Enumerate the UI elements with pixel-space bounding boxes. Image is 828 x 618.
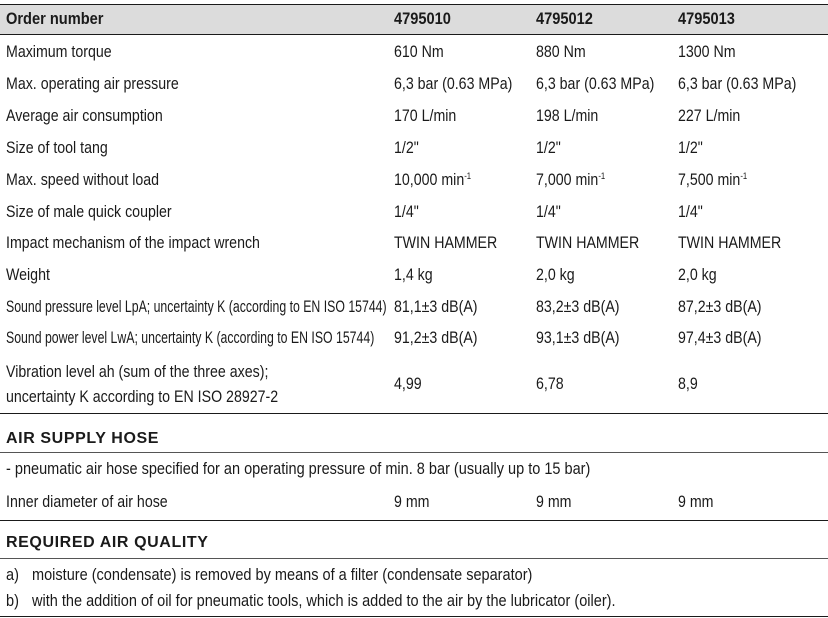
- spec-label: Impact mechanism of the impact wrench: [6, 234, 260, 252]
- air-supply-title: AIR SUPPLY HOSE: [6, 430, 160, 447]
- spec-value: 10,000 $\min^{-1}$: [394, 171, 472, 189]
- spec-value: 1/2": [536, 139, 561, 157]
- spec-label: Size of tool tang: [6, 139, 108, 157]
- spec-value: 7,000 $\min^{-1}$: [536, 171, 606, 189]
- spec-label: Size of male quick coupler: [6, 203, 172, 221]
- spec-value: 1/4": [678, 203, 703, 221]
- spec-value: 93,1±3 dB(A): [536, 329, 620, 347]
- spec-value: 1/2": [678, 139, 703, 157]
- order-number-label: Order number: [6, 9, 104, 28]
- spec-label: Sound power level LwA; uncertainty K (according to EN ISO 15744): [6, 329, 375, 347]
- unit-superscript: -1: [598, 171, 606, 181]
- spec-value: TWIN HAMMER: [394, 234, 498, 252]
- spec-value: 8,9: [678, 375, 698, 393]
- spec-value: 6,3 bar (0.63 MPa): [394, 75, 513, 93]
- model-4795010: 4795010: [394, 9, 451, 28]
- spec-value: 97,4±3 dB(A): [678, 329, 762, 347]
- unit-superscript: -1: [740, 171, 748, 181]
- spec-value: 6,3 bar (0.63 MPa): [536, 75, 655, 93]
- spec-value: 880 Nm: [536, 43, 586, 61]
- spec-label-line1: Vibration level ah (sum of the three axes);: [6, 363, 269, 381]
- spec-label: Weight: [6, 266, 50, 284]
- spec-value: 170 L/min: [394, 107, 457, 125]
- spec-value: 1/2": [394, 139, 419, 157]
- spec-label: Max. speed without load: [6, 171, 160, 189]
- spec-value: 1,4 kg: [394, 266, 433, 284]
- spec-label: Inner diameter of air hose: [6, 493, 168, 511]
- spec-value: 7,500 $\min^{-1}$: [678, 171, 748, 189]
- header-row: [0, 5, 828, 34]
- spec-value: 227 L/min: [678, 107, 741, 125]
- air-quality-item-text: moisture (condensate) is removed by means of a filter (condensate separator): [32, 566, 533, 584]
- model-4795012: 4795012: [536, 9, 593, 28]
- spec-value: 9 mm: [678, 493, 714, 511]
- spec-label: Average air consumption: [6, 107, 163, 125]
- spec-value: 81,1±3 dB(A): [394, 298, 478, 316]
- spec-value: 9 mm: [394, 493, 430, 511]
- spec-label: Sound pressure level LpA; uncertainty K (according to EN ISO 15744): [6, 298, 387, 316]
- spec-value: 83,2±3 dB(A): [536, 298, 620, 316]
- bottom-rule: [0, 616, 828, 617]
- spec-label: Max. operating air pressure: [6, 75, 179, 93]
- spec-value: 9 mm: [536, 493, 572, 511]
- air-supply-rule: [0, 452, 828, 453]
- spec-value: TWIN HAMMER: [678, 234, 782, 252]
- spec-value: TWIN HAMMER: [536, 234, 640, 252]
- spec-value: 198 L/min: [536, 107, 599, 125]
- spec-value: 4,99: [394, 375, 422, 393]
- spec-value: 2,0 kg: [678, 266, 717, 284]
- spec-value: 6,3 bar (0.63 MPa): [678, 75, 797, 93]
- hose-bottom-rule: [0, 520, 828, 521]
- air-supply-note: - pneumatic air hose specified for an operating pressure of min. 8 bar (usually up to 15 bar): [6, 460, 591, 478]
- spec-value: 2,0 kg: [536, 266, 575, 284]
- table-bottom-rule: [0, 413, 828, 414]
- spec-value: 1/4": [394, 203, 419, 221]
- spec-label: Maximum torque: [6, 43, 112, 61]
- spec-value: 91,2±3 dB(A): [394, 329, 478, 347]
- spec-value: 1/4": [536, 203, 561, 221]
- air-quality-title: REQUIRED AIR QUALITY: [6, 534, 209, 551]
- spec-value: 1300 Nm: [678, 43, 736, 61]
- air-quality-item-text: with the addition of oil for pneumatic tools, which is added to the air by the lubricator (oiler).: [32, 592, 616, 610]
- air-quality-item-marker: a): [6, 566, 19, 584]
- spec-label-line2: uncertainty K according to EN ISO 28927-2: [6, 388, 279, 406]
- header-rule: [0, 34, 828, 35]
- spec-value: 6,78: [536, 375, 564, 393]
- model-4795013: 4795013: [678, 9, 735, 28]
- spec-value: 87,2±3 dB(A): [678, 298, 762, 316]
- unit-superscript: -1: [464, 171, 472, 181]
- spec-value: 610 Nm: [394, 43, 444, 61]
- air-quality-rule: [0, 558, 828, 559]
- air-quality-item-marker: b): [6, 592, 19, 610]
